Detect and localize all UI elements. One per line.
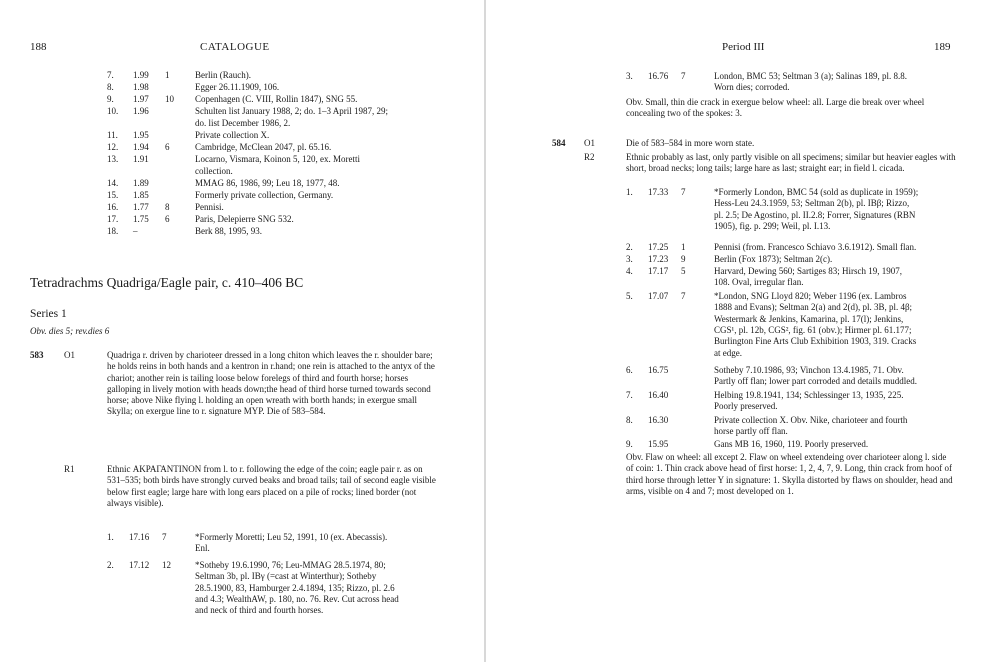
sub-entry-wt: 17.12 [129,560,150,570]
row-wt: 1.91 [133,154,149,164]
entry-die: 7 [681,187,686,197]
sub-entry-line: *Sotheby 19.6.1990, 76; Leu-MMAG 28.5.1974, 80; [195,560,386,570]
sub-entry-line: and 4.3; WealthAW, p. 180, no. 76. Rev. Cut across head [195,593,399,604]
entry-line: pl. 2.5; De Agostino, pl. II.2.8; Forrer, Signatures (RBN [714,209,916,220]
o1-label: O1 [64,350,75,360]
entry-wt: 17.07 [648,291,669,301]
list-row [0,130,480,141]
row-text: collection. [195,166,233,176]
row-num: 15. [107,190,119,200]
entry-line: Poorly preserved. [714,401,778,412]
list-row [0,214,480,225]
sub-entry-num: 2. [107,560,114,570]
entry-line: Helbing 19.8.1941, 134; Schlessinger 13, 1935, 225. [714,390,904,400]
row-text: Berk 88, 1995, 93. [195,226,262,236]
row-die: 6 [165,214,170,224]
entry-wt: 16.40 [648,390,669,400]
top-entry-num: 3. [626,71,633,81]
entry-wt: 17.17 [648,266,669,276]
entry-num: 1. [626,187,633,197]
row-die: 8 [165,202,170,212]
row-wt: 1.96 [133,106,149,116]
row-num: 12. [107,142,119,152]
top-entry-die: 7 [681,71,686,81]
entry-num: 7. [626,390,633,400]
entry-line: CGS¹, pl. 12b, CGS², fig. 61 (obv.); Hirmer pl. 61.177; [714,324,912,335]
list-row [0,226,480,237]
row-text: Berlin (Rauch). [195,70,251,80]
entry-wt: 16.30 [648,415,669,425]
entry-num: 6. [626,365,633,375]
entry-number-584: 584 [552,138,566,148]
row-text: Formerly private collection, Germany. [195,190,334,200]
entry-line: Private collection X. Obv. Nike, charioteer and fourth [714,415,908,425]
row-wt: 1.95 [133,130,149,140]
list-row [0,178,480,189]
sub-entry-line: *Formerly Moretti; Leu 52, 1991, 10 (ex. Abecassis). [195,532,388,542]
entry-line: 1905), fig. p. 299; Weil, pl. I.13. [714,220,831,231]
entry-wt: 16.75 [648,365,669,375]
row-num: 7. [107,70,114,80]
sub-entry-wt: 17.16 [129,532,150,542]
row-text: Copenhagen (C. VIII, Rollin 1847), SNG 55. [195,94,358,104]
entry-wt: 17.23 [648,254,669,264]
sub-entry-die: 7 [162,532,167,542]
r2-label: R2 [584,152,595,162]
entry-num: 9. [626,439,633,449]
entry-die: 7 [681,291,686,301]
row-wt: 1.85 [133,190,149,200]
row-wt: 1.77 [133,202,149,212]
sub-entry-num: 1. [107,532,114,542]
row-text: Paris, Delepierre SNG 532. [195,214,294,224]
row-num: 13. [107,154,119,164]
row-num: 18. [107,226,119,236]
list-row [0,154,480,165]
entry-line: *Formerly London, BMC 54 (sold as duplicate in 1959); [714,187,919,197]
row-wt: 1.99 [133,70,149,80]
top-obv-note: Obv. Small, thin die crack in exergue below wheel: all. Large die break over wheel concealing two of the spokes: 3. [626,97,925,119]
entry-num: 5. [626,291,633,301]
top-entry-wt: 16.76 [648,71,669,81]
row-wt: – [133,226,138,236]
row-wt: 1.94 [133,142,149,152]
row-text: Egger 26.11.1909, 106. [195,82,280,92]
row-num: 11. [107,130,118,140]
entry-line: Hess-Leu 24.3.1959, 53; Seltman 2(b), pl. IBβ; Rizzo, [714,198,910,209]
row-die: 6 [165,142,170,152]
entry-line: at edge. [714,347,742,358]
list-row [0,70,480,81]
r2-description: Ethnic probably as last, only partly visible on all specimens; similar but heavier eagles with short, broad necks; long tails; large hare as last; straight ear; in field l. cicada. [626,152,956,174]
row-text: Schulten list January 1988, 2; do. 1–3 April 1987, 29; [195,106,388,116]
top-entry-line: London, BMC 53; Seltman 3 (a); Salinas 189, pl. 8.8. [714,71,907,81]
list-row [0,82,480,93]
o1-description-584: Die of 583–584 in more worn state. [626,138,755,148]
entry-num: 4. [626,266,633,276]
row-wt: 1.98 [133,82,149,92]
entry-line: Berlin (Fox 1873); Seltman 2(c). [714,254,833,264]
row-wt: 1.97 [133,94,149,104]
section-heading: Tetradrachms Quadriga/Eagle pair, c. 410–406 BC [30,275,304,290]
bottom-obv-note: Obv. Flaw on wheel: all except 2. Flaw on wheel extendeing over charioteer along l. side of coin: 1. Thin crack above head of first horse: 1, 2, 4, 7, 9. Long, thin crack from hoof of third horse through letter Y in signature: 1. Skylla distorted by flaws on shoulder, head and arms, visible on 4 and 7; most developed on 1. [626,452,953,496]
entry-num: 2. [626,242,633,252]
series-heading: Series 1 [30,308,67,320]
row-text: Locarno, Vismara, Koinon 5, 120, ex. Moretti [195,154,361,164]
sub-entry-line: Seltman 3b, pl. IBγ (=cast at Winterthur); Sotheby [195,571,377,582]
list-row [0,190,480,201]
entry-line: *London, SNG Lloyd 820; Weber 1196 (ex. Lambros [714,291,907,301]
entry-line: 108. Oval, irregular flan. [714,277,804,288]
list-row [0,142,480,153]
list-row [0,202,480,213]
left-page [0,0,484,662]
list-row [0,118,480,129]
row-num: 14. [107,178,119,188]
entry-wt: 17.33 [648,187,669,197]
row-text: do. list December 1986, 2. [195,118,291,128]
running-head-left: CATALOGUE [200,41,270,53]
sub-entry-die: 12 [162,560,171,570]
entry-num: 8. [626,415,633,425]
entry-line: Burlington Fine Arts Club Exhibition 1903, 319. Cracks [714,336,917,347]
entry-number-583: 583 [30,350,44,360]
running-head-right: Period III [722,41,765,53]
entry-line: 1888 and Evans); Seltman 2(a) and 2(d), pl. 3B, pl. 4β; [714,302,913,313]
entry-line: Westermark & Jenkins, Kamarina, pl. 17(l); Jenkins, [714,313,904,324]
row-wt: 1.75 [133,214,149,224]
list-row [0,94,480,105]
entry-die: 1 [681,242,686,252]
row-num: 16. [107,202,119,212]
row-text: MMAG 86, 1986, 99; Leu 18, 1977, 48. [195,178,340,188]
list-row [0,166,480,177]
right-page [486,0,1000,662]
row-num: 10. [107,106,119,116]
row-text: Pennisi. [195,202,224,212]
row-num: 8. [107,82,114,92]
sub-entry-line: 28.5.1900, 83, Hamburger 2.4.1894, 135; Rizzo, pl. 2.6 [195,582,395,593]
dies-note: Obv. dies 5; rev.dies 6 [30,326,110,336]
row-num: 9. [107,94,114,104]
entry-line: Pennisi (from. Francesco Schiavo 3.6.1912). Small flan. [714,242,917,252]
entry-line: horse partly off flan. [714,426,788,437]
entry-die: 5 [681,266,686,276]
top-entry-line: Worn dies; corroded. [714,82,790,93]
o1-description: Quadriga r. driven by charioteer dressed in a long chiton which leaves the r. shoulder bare; he holds reins in both hands and a kentron in r.hand; one rein is attached to the antyx of the chariot; another rein is tailing loose below forelegs of third and fourth horse; horses galloping in lively motion with heads down;the head of third horse turned towards second horse; above Nike flying l. holding an open wreath with borth hands; in exergue small Skylla; on exergue line to r. signature MYP. Die of 583–584. [107,350,435,417]
entry-line: Gans MB 16, 1960, 119. Poorly preserved. [714,439,869,449]
entry-line: Sotheby 7.10.1986, 93; Vinchon 13.4.1985, 71. Obv. [714,365,904,375]
row-wt: 1.89 [133,178,149,188]
row-text: Cambridge, McClean 2047, pl. 65.16. [195,142,332,152]
sub-entry-line: Enl. [195,543,210,554]
row-die: 1 [165,70,170,80]
r1-label: R1 [64,464,75,474]
entry-num: 3. [626,254,633,264]
list-row [0,106,480,117]
r1-description: Ethnic ΑΚΡΑΓΑΝΤΙΝΟΝ from l. to r. following the edge of the coin; eagle pair r. as on 531–535; both birds have strongly curved beaks and broad tails; tail of second eagle visible below first eagle; large hare with long ears placed on a pile of rocks; lined border (not always visible). [107,464,436,508]
row-die: 10 [165,94,174,104]
row-num: 17. [107,214,119,224]
entry-line: Harvard, Dewing 560; Sartiges 83; Hirsch 19, 1907, [714,266,902,276]
entry-wt: 15.95 [648,439,669,449]
page-number-right: 189 [934,41,951,53]
sub-entry-line: and neck of third and fourth horses. [195,605,324,616]
o1-label-584: O1 [584,138,595,148]
entry-die: 9 [681,254,686,264]
entry-line: Partly off flan; lower part corroded and details muddled. [714,376,918,387]
entry-wt: 17.25 [648,242,669,252]
row-text: Private collection X. [195,130,270,140]
page-number-left: 188 [30,41,47,53]
